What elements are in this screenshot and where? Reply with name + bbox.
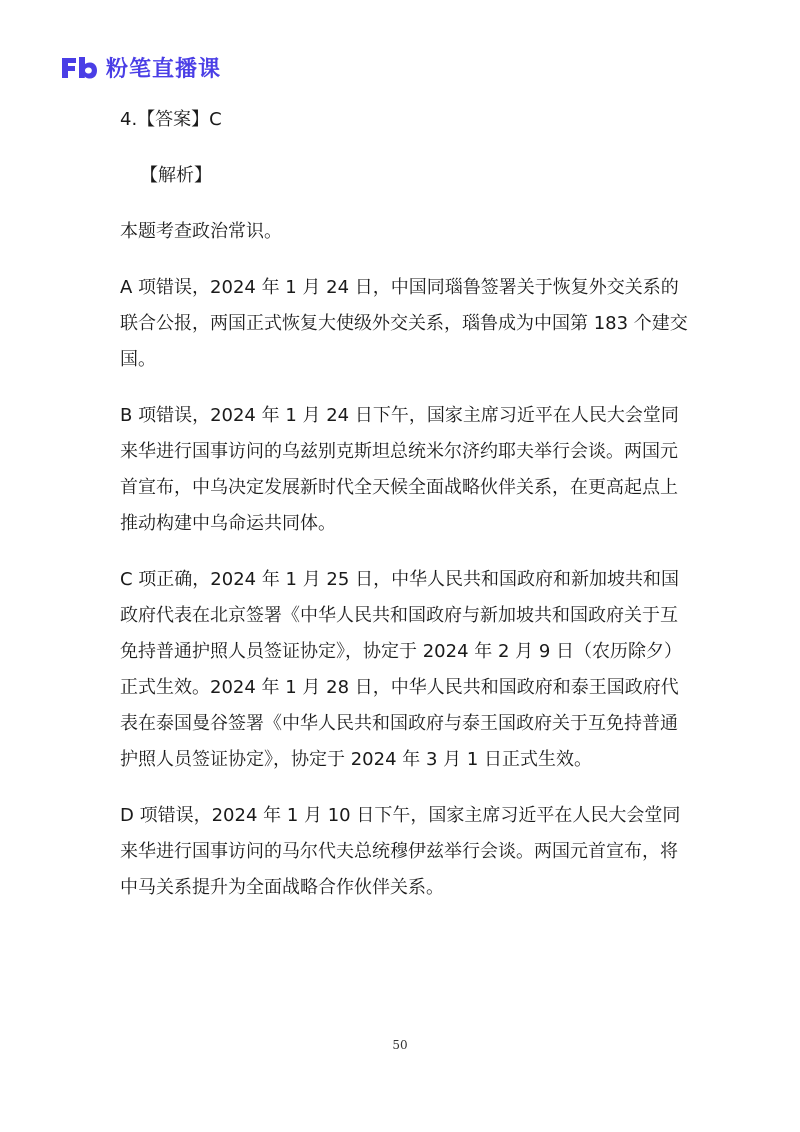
analysis-heading: 【解析】 [140, 165, 212, 186]
fb-logo-icon [58, 54, 98, 82]
option-d-paragraph: D 项错误，2024 年 1 月 10 日下午，国家主席习近平在人民大会堂同来华进行国事访问的马尔代夫总统穆伊兹举行会谈。两国元首宣布，将中马关系提升为全面战略合作伙伴关系。 [120, 805, 681, 898]
brand-name: 粉笔直播课 [106, 57, 222, 82]
option-c-paragraph: C 项正确，2024 年 1 月 25 日，中华人民共和国政府和新加坡共和国政府代表在北京签署《中华人民共和国政府与新加坡共和国政府关于互免持普通护照人员签证协定》，协定于 2024 年 2 月 9 日（农历除夕）正式生效。2024 年 1 月 28 日，中华人民共和国政府和泰王国政府代表在泰国曼谷签署《中华人民共和国政府与泰王国政府关于互免持普通护照人员签证协定》，协定于 2024 年 3 月 1 日正式生效。 [120, 569, 683, 770]
brand-logo [58, 52, 221, 83]
option-b-paragraph: B 项错误，2024 年 1 月 24 日下午，国家主席习近平在人民大会堂同来华进行国事访问的乌兹别克斯坦总统米尔济约耶夫举行会谈。两国元首宣布，中乌决定发展新时代全天候全面战略伙伴关系，在更高起点上推动构建中乌命运共同体。 [120, 405, 679, 534]
intro-paragraph: 本题考查政治常识。 [120, 221, 282, 242]
page-number: 50 [392, 1038, 408, 1052]
document-body [120, 102, 690, 926]
answer-heading: 4.【答案】C [120, 109, 222, 130]
option-a-paragraph: A 项错误，2024 年 1 月 24 日，中国同瑙鲁签署关于恢复外交关系的联合公报，两国正式恢复大使级外交关系，瑙鲁成为中国第 183 个建交国。 [120, 277, 688, 370]
